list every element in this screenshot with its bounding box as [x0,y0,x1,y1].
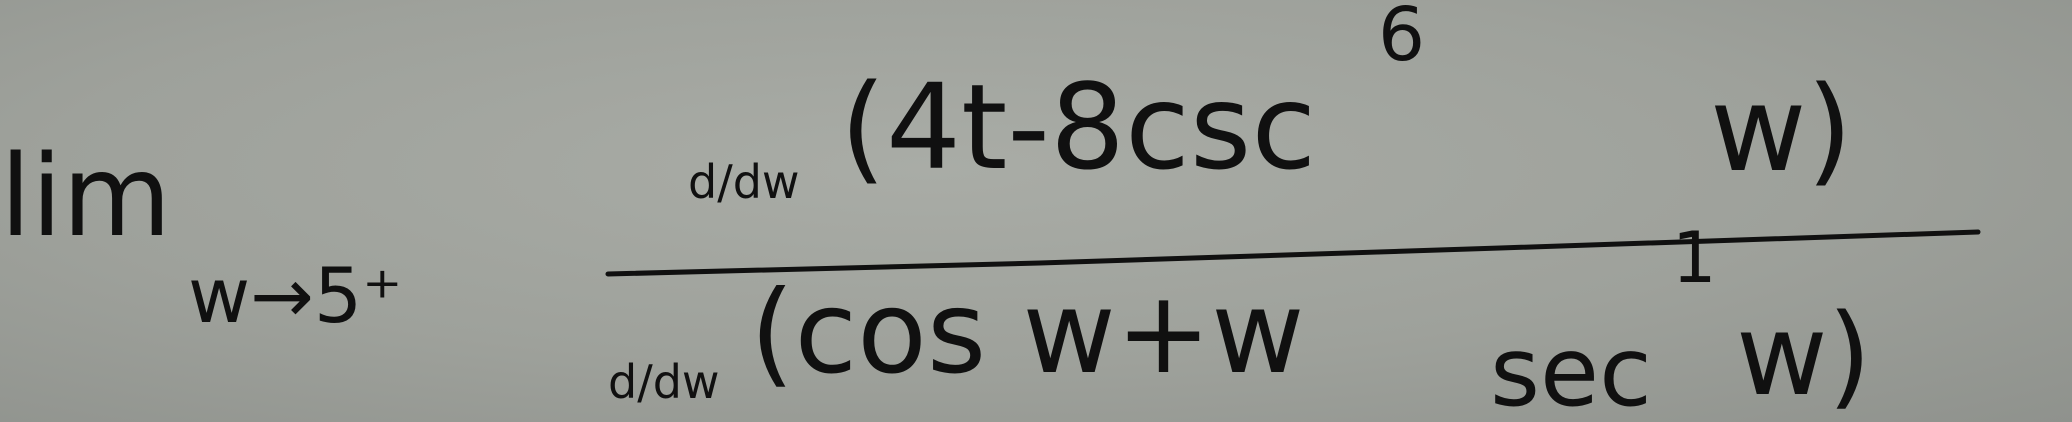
limit-approach: w→5⁺ [188,251,403,340]
numerator [688,0,1853,209]
numerator-derivative: d/dw [688,155,800,209]
denominator-sec: sec [1490,316,1652,422]
denominator-derivative: d/dw [608,355,720,409]
denominator-exponent: 1 [1672,217,1717,299]
numerator-closing: w) [1710,60,1853,198]
denominator-body: (cos w+w [750,266,1305,399]
denominator [608,217,1871,422]
denominator-closing: w) [1736,291,1872,421]
lim-label: lim [0,132,172,262]
numerator-body: (4t-8csc [840,58,1317,196]
numerator-exponent: 6 [1378,0,1426,78]
